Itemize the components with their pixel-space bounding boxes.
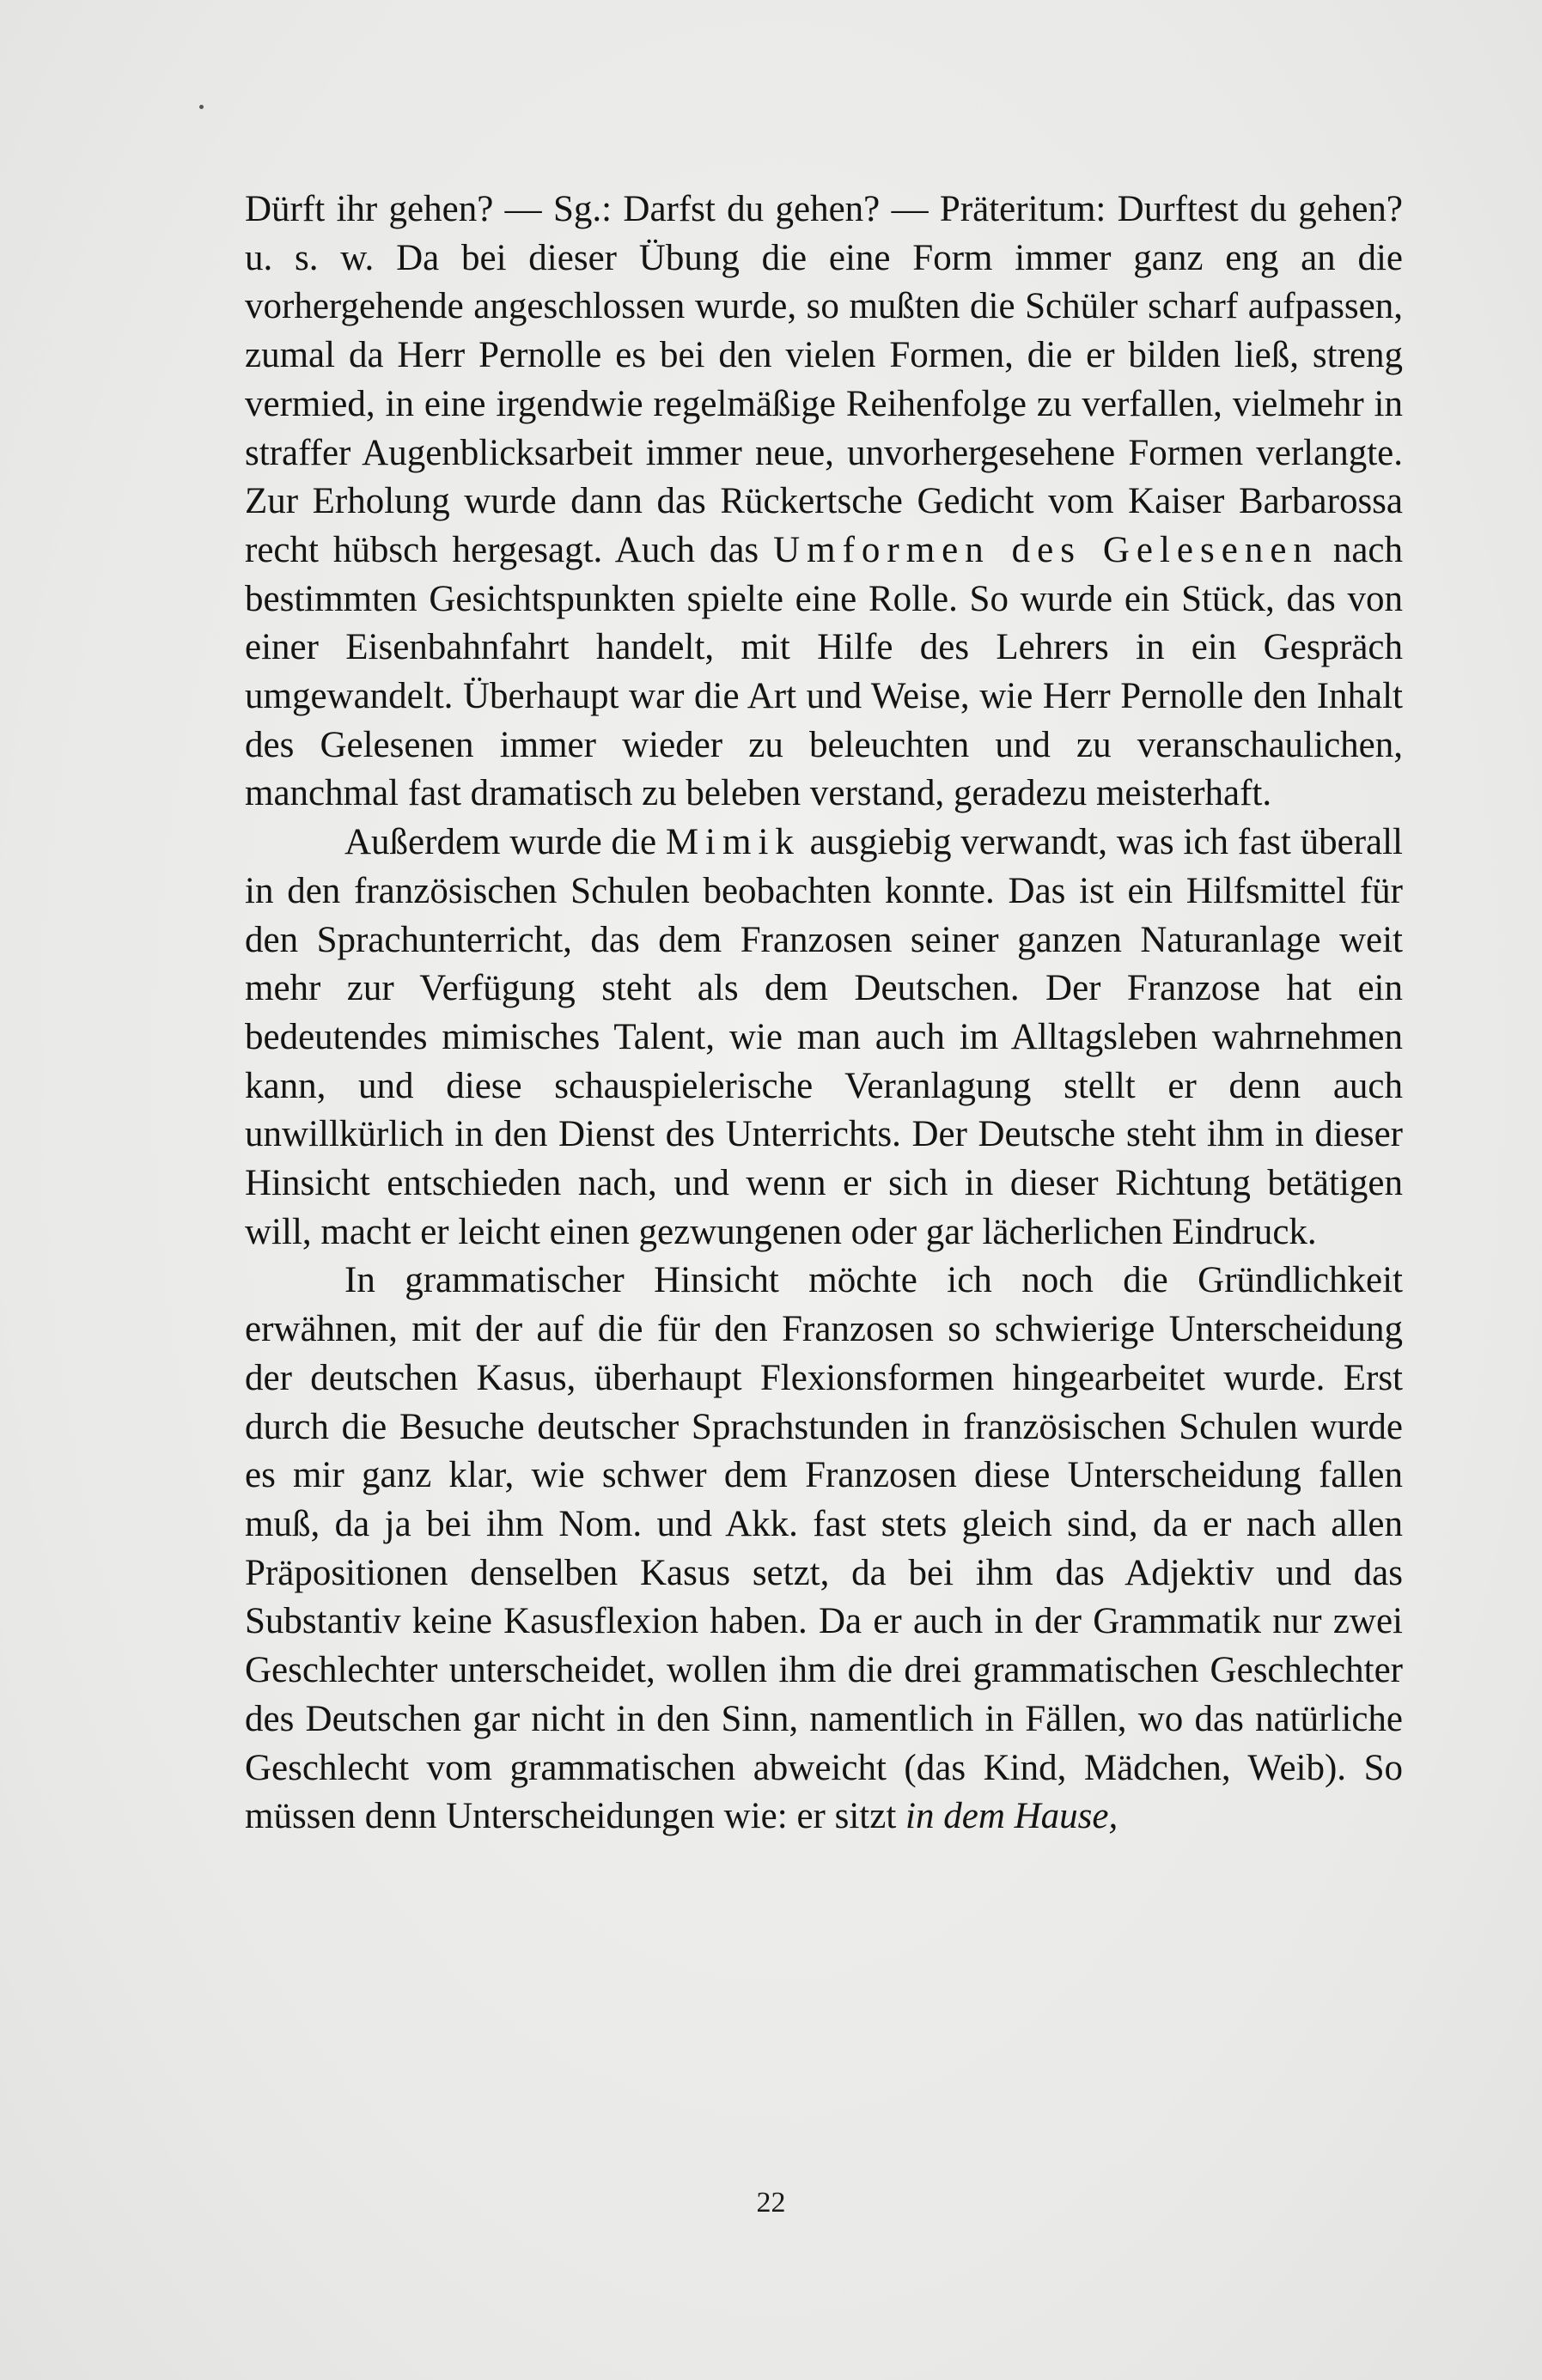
paragraph (245, 819, 1403, 1257)
paragraph (245, 1257, 1403, 1841)
text-run: In grammatischer Hinsicht möchte ich noch die Gründlichkeit erwähnen, mit der auf die für den Franzosen so schwierige Unterscheidung der deutschen Kasus, überhaupt Flexionsformen hingearbeitet wurde. Erst durch die Besuche deutscher Sprachstunden in französischen Schulen wurde es mir ganz klar, wie schwer dem Franzosen diese Unterscheidung fallen muß, da ja bei ihm Nom. und Akk. fast stets gleich sind, da er nach allen Präpositionen denselben Kasus setzt, da bei ihm das Adjektiv und das Substantiv keine Kasusflexion haben. Da er auch in der Grammatik nur zwei Geschlechter unterscheidet, wollen ihm die drei grammatischen Geschlechter des Deutschen gar nicht in den Sinn, namentlich in Fällen, wo das natürliche Geschlecht vom grammatischen abweicht (das Kind, Mädchen, Weib). So müssen denn Unterscheidungen wie: er sitzt (245, 1260, 1403, 1837)
text-run: Außerdem wurde die (344, 822, 666, 863)
body-text (245, 186, 1403, 1841)
spaced-emphasis: Umformen des Gelesenen (773, 529, 1319, 570)
text-run: ausgiebig verwandt, was ich fast überall in den französischen Schulen beobachten konnte. Das ist ein Hilfsmittel für den Sprachunterricht, das dem Franzosen seiner ganzen Naturanlage weit mehr zur Verfügung steht als dem Deutschen. Der Franzose hat ein bedeutendes mimisches Talent, wie man auch im Alltagsleben wahrnehmen kann, und diese schauspielerische Veranlagung stellt er denn auch unwillkürlich in den Dienst des Unterrichts. Der Deutsche steht ihm in dieser Hinsicht entschieden nach, und wenn er sich in dieser Richtung betätigen will, macht er leicht einen gezwungenen oder gar lächerlichen Eindruck. (245, 822, 1403, 1252)
spaced-emphasis: Mimik (665, 822, 801, 863)
italic-emphasis: in dem Hause, (905, 1796, 1118, 1837)
paragraph (245, 186, 1403, 819)
page-number: 22 (756, 2187, 786, 2219)
text-run: Dürft ihr gehen? — Sg.: Darfst du gehen? — Präteritum: Durftest du gehen? u. s. w. Da bei dieser Übung die eine Form immer ganz eng an die vorhergehende angeschlossen wurde, so mußten die Schüler scharf aufpassen, zumal da Herr Pernolle es bei den vielen Formen, die er bilden ließ, streng vermied, in eine irgendwie regelmäßige Reihenfolge zu verfallen, vielmehr in straffer Augenblicksarbeit immer neue, unvorhergesehene Formen verlangte. Zur Erholung wurde dann das Rückertsche Gedicht vom Kaiser Barbarossa recht hübsch hergesagt. Auch das (245, 189, 1403, 570)
text-run: nach bestimmten Gesichtspunkten spielte eine Rolle. So wurde ein Stück, das von einer Eisenbahnfahrt handelt, mit Hilfe des Lehrers in ein Gespräch umgewandelt. Überhaupt war die Art und Weise, wie Herr Pernolle den Inhalt des Gelesenen immer wieder zu beleuchten und zu veranschaulichen, manchmal fast dramatisch zu beleben verstand, geradezu meisterhaft. (245, 529, 1403, 814)
ink-speck (199, 105, 204, 109)
